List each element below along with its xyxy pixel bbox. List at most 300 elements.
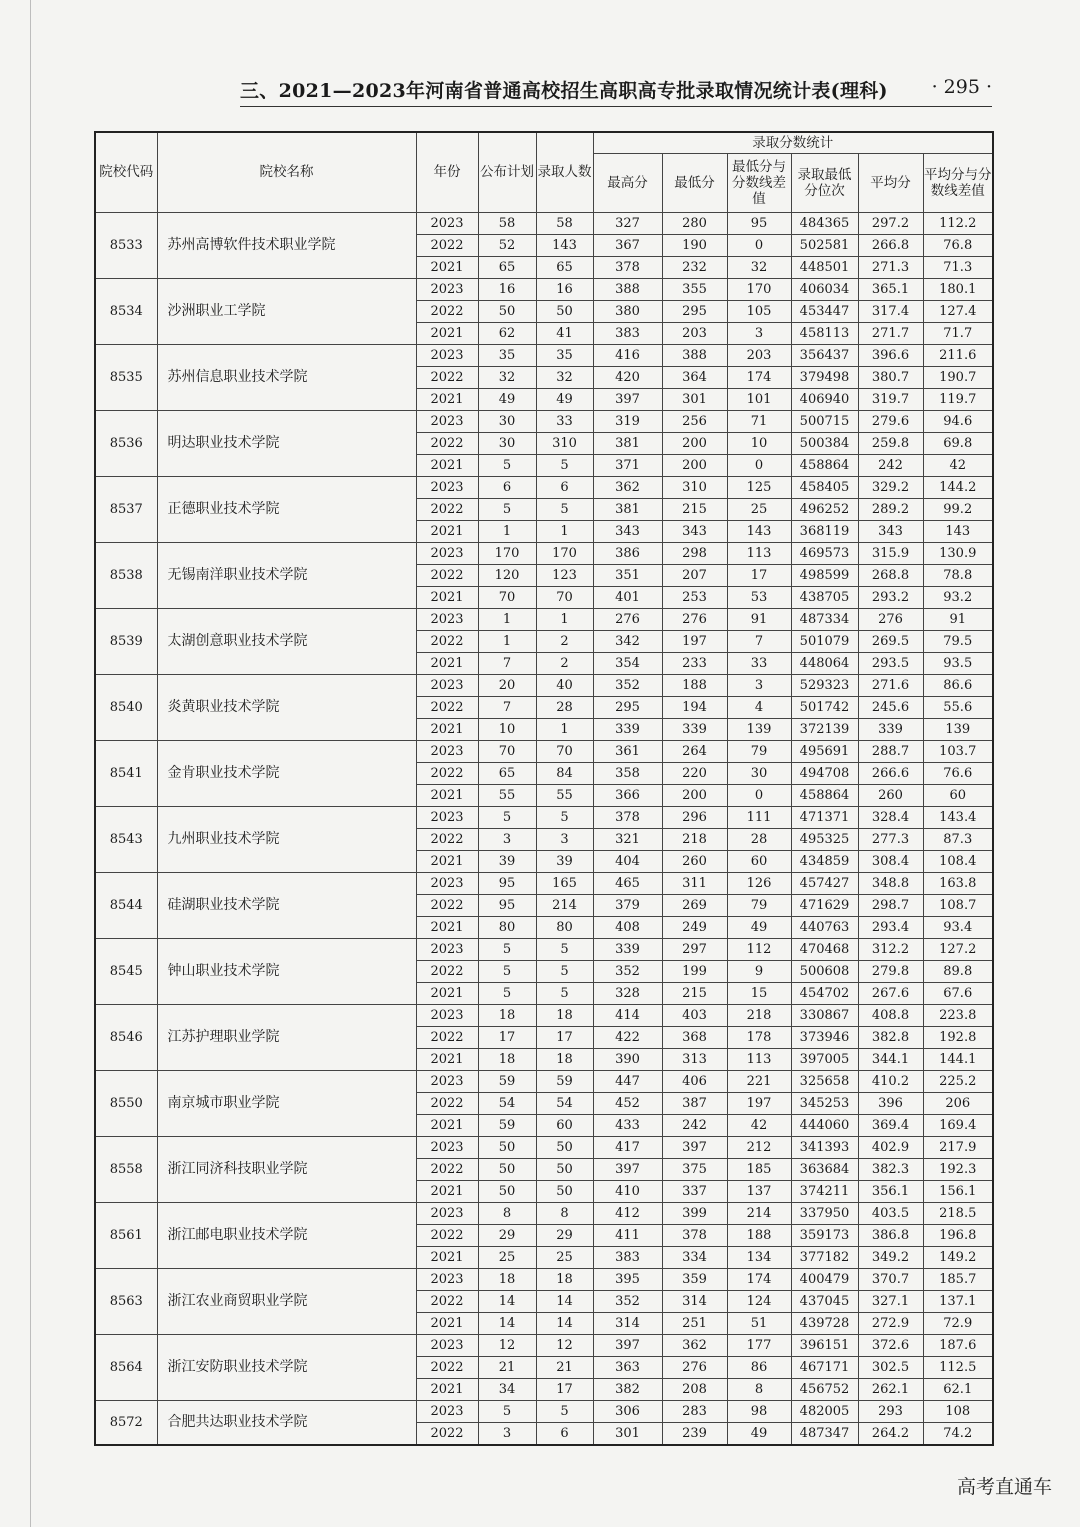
cell-max-score: 382 <box>593 1379 662 1401</box>
cell-plan: 50 <box>478 1181 536 1203</box>
cell-min-diff: 134 <box>727 1247 791 1269</box>
cell-avg-diff: 108 <box>923 1401 993 1423</box>
cell-year: 2023 <box>416 477 478 499</box>
col-header-year: 年份 <box>416 132 478 213</box>
col-header-code: 院校代码 <box>95 132 157 213</box>
cell-min-rank: 454702 <box>791 983 858 1005</box>
cell-avg-diff: 225.2 <box>923 1071 993 1093</box>
cell-max-score: 319 <box>593 411 662 433</box>
cell-admitted: 12 <box>536 1335 593 1357</box>
cell-avg-score: 271.6 <box>858 675 923 697</box>
cell-min-rank: 379498 <box>791 367 858 389</box>
cell-min-rank: 453447 <box>791 301 858 323</box>
table-row <box>95 213 993 235</box>
cell-admitted: 18 <box>536 1049 593 1071</box>
cell-year: 2023 <box>416 1137 478 1159</box>
cell-avg-diff: 112.2 <box>923 213 993 235</box>
school-name: 钟山职业技术学院 <box>157 939 416 1005</box>
cell-avg-diff: 217.9 <box>923 1137 993 1159</box>
cell-year: 2023 <box>416 1401 478 1423</box>
cell-plan: 30 <box>478 433 536 455</box>
cell-year: 2021 <box>416 983 478 1005</box>
cell-avg-score: 369.4 <box>858 1115 923 1137</box>
cell-min-rank: 440763 <box>791 917 858 939</box>
cell-plan: 5 <box>478 961 536 983</box>
cell-min-rank: 373946 <box>791 1027 858 1049</box>
cell-min-score: 215 <box>662 499 727 521</box>
cell-plan: 170 <box>478 543 536 565</box>
header-rule <box>240 106 992 107</box>
cell-max-score: 295 <box>593 697 662 719</box>
cell-min-diff: 32 <box>727 257 791 279</box>
cell-avg-diff: 206 <box>923 1093 993 1115</box>
cell-max-score: 388 <box>593 279 662 301</box>
cell-min-rank: 448064 <box>791 653 858 675</box>
cell-min-score: 203 <box>662 323 727 345</box>
school-code: 8544 <box>95 873 157 939</box>
cell-min-diff: 197 <box>727 1093 791 1115</box>
cell-year: 2023 <box>416 213 478 235</box>
col-header-avg-diff: 平均分与分数线差值 <box>923 154 993 213</box>
page-title: 三、2021—2023年河南省普通高校招生高职高专批录取情况统计表(理科) <box>240 80 888 102</box>
cell-min-diff: 185 <box>727 1159 791 1181</box>
table-row <box>95 543 993 565</box>
cell-admitted: 8 <box>536 1203 593 1225</box>
cell-admitted: 50 <box>536 301 593 323</box>
cell-min-score: 368 <box>662 1027 727 1049</box>
cell-max-score: 380 <box>593 301 662 323</box>
cell-avg-score: 319.7 <box>858 389 923 411</box>
cell-min-score: 251 <box>662 1313 727 1335</box>
cell-max-score: 410 <box>593 1181 662 1203</box>
cell-min-score: 375 <box>662 1159 727 1181</box>
cell-plan: 70 <box>478 741 536 763</box>
cell-admitted: 3 <box>536 829 593 851</box>
cell-admitted: 32 <box>536 367 593 389</box>
cell-min-score: 339 <box>662 719 727 741</box>
cell-min-rank: 345253 <box>791 1093 858 1115</box>
cell-max-score: 363 <box>593 1357 662 1379</box>
cell-max-score: 276 <box>593 609 662 631</box>
cell-min-rank: 372139 <box>791 719 858 741</box>
cell-min-rank: 406940 <box>791 389 858 411</box>
cell-min-score: 200 <box>662 785 727 807</box>
cell-avg-score: 279.6 <box>858 411 923 433</box>
cell-min-diff: 105 <box>727 301 791 323</box>
cell-avg-score: 380.7 <box>858 367 923 389</box>
cell-max-score: 306 <box>593 1401 662 1423</box>
cell-avg-diff: 93.4 <box>923 917 993 939</box>
cell-max-score: 404 <box>593 851 662 873</box>
school-name: 浙江同济科技职业学院 <box>157 1137 416 1203</box>
cell-admitted: 6 <box>536 477 593 499</box>
cell-min-diff: 177 <box>727 1335 791 1357</box>
cell-avg-diff: 223.8 <box>923 1005 993 1027</box>
cell-min-diff: 33 <box>727 653 791 675</box>
cell-min-diff: 174 <box>727 367 791 389</box>
col-header-score-group: 录取分数统计 <box>593 132 993 154</box>
cell-min-score: 264 <box>662 741 727 763</box>
cell-admitted: 41 <box>536 323 593 345</box>
cell-avg-diff: 180.1 <box>923 279 993 301</box>
cell-avg-diff: 60 <box>923 785 993 807</box>
cell-min-rank: 502581 <box>791 235 858 257</box>
cell-plan: 8 <box>478 1203 536 1225</box>
school-code: 8558 <box>95 1137 157 1203</box>
cell-min-rank: 487334 <box>791 609 858 631</box>
cell-min-diff: 101 <box>727 389 791 411</box>
cell-min-rank: 374211 <box>791 1181 858 1203</box>
cell-plan: 5 <box>478 983 536 1005</box>
cell-min-score: 388 <box>662 345 727 367</box>
cell-min-score: 280 <box>662 213 727 235</box>
cell-year: 2022 <box>416 697 478 719</box>
school-name: 苏州信息职业技术学院 <box>157 345 416 411</box>
cell-min-rank: 330867 <box>791 1005 858 1027</box>
cell-year: 2022 <box>416 367 478 389</box>
cell-max-score: 301 <box>593 1423 662 1446</box>
cell-min-diff: 79 <box>727 741 791 763</box>
cell-min-score: 269 <box>662 895 727 917</box>
cell-min-score: 359 <box>662 1269 727 1291</box>
cell-max-score: 343 <box>593 521 662 543</box>
cell-min-score: 310 <box>662 477 727 499</box>
cell-admitted: 58 <box>536 213 593 235</box>
cell-avg-diff: 143 <box>923 521 993 543</box>
cell-year: 2021 <box>416 851 478 873</box>
cell-avg-score: 365.1 <box>858 279 923 301</box>
cell-year: 2023 <box>416 1335 478 1357</box>
cell-min-score: 298 <box>662 543 727 565</box>
cell-min-score: 355 <box>662 279 727 301</box>
cell-min-diff: 60 <box>727 851 791 873</box>
cell-admitted: 70 <box>536 587 593 609</box>
cell-plan: 18 <box>478 1269 536 1291</box>
cell-min-score: 406 <box>662 1071 727 1093</box>
cell-min-rank: 471371 <box>791 807 858 829</box>
cell-min-diff: 126 <box>727 873 791 895</box>
cell-min-score: 295 <box>662 301 727 323</box>
cell-min-diff: 0 <box>727 235 791 257</box>
cell-avg-diff: 119.7 <box>923 389 993 411</box>
cell-min-score: 242 <box>662 1115 727 1137</box>
cell-year: 2021 <box>416 785 478 807</box>
cell-min-score: 208 <box>662 1379 727 1401</box>
cell-max-score: 452 <box>593 1093 662 1115</box>
cell-avg-diff: 144.1 <box>923 1049 993 1071</box>
cell-admitted: 2 <box>536 653 593 675</box>
cell-year: 2021 <box>416 257 478 279</box>
cell-min-rank: 337950 <box>791 1203 858 1225</box>
cell-admitted: 5 <box>536 499 593 521</box>
cell-min-rank: 377182 <box>791 1247 858 1269</box>
header-row <box>95 132 993 154</box>
cell-year: 2022 <box>416 1423 478 1446</box>
cell-year: 2021 <box>416 1313 478 1335</box>
cell-min-score: 343 <box>662 521 727 543</box>
cell-min-diff: 113 <box>727 543 791 565</box>
cell-plan: 54 <box>478 1093 536 1115</box>
cell-max-score: 395 <box>593 1269 662 1291</box>
cell-year: 2021 <box>416 1115 478 1137</box>
cell-plan: 1 <box>478 631 536 653</box>
cell-min-rank: 325658 <box>791 1071 858 1093</box>
cell-plan: 7 <box>478 653 536 675</box>
cell-min-rank: 457427 <box>791 873 858 895</box>
cell-min-rank: 439728 <box>791 1313 858 1335</box>
cell-avg-score: 408.8 <box>858 1005 923 1027</box>
cell-avg-diff: 71.7 <box>923 323 993 345</box>
cell-admitted: 21 <box>536 1357 593 1379</box>
cell-min-score: 253 <box>662 587 727 609</box>
cell-plan: 55 <box>478 785 536 807</box>
cell-plan: 59 <box>478 1115 536 1137</box>
cell-max-score: 362 <box>593 477 662 499</box>
school-code: 8538 <box>95 543 157 609</box>
cell-plan: 65 <box>478 257 536 279</box>
cell-min-score: 387 <box>662 1093 727 1115</box>
cell-avg-diff: 108.4 <box>923 851 993 873</box>
cell-year: 2023 <box>416 543 478 565</box>
cell-max-score: 465 <box>593 873 662 895</box>
table-row <box>95 675 993 697</box>
cell-avg-score: 271.7 <box>858 323 923 345</box>
cell-max-score: 367 <box>593 235 662 257</box>
cell-admitted: 39 <box>536 851 593 873</box>
cell-admitted: 310 <box>536 433 593 455</box>
cell-min-rank: 494708 <box>791 763 858 785</box>
cell-min-rank: 471629 <box>791 895 858 917</box>
cell-min-rank: 498599 <box>791 565 858 587</box>
col-header-admitted: 录取人数 <box>536 132 593 213</box>
cell-plan: 20 <box>478 675 536 697</box>
cell-avg-diff: 169.4 <box>923 1115 993 1137</box>
cell-avg-diff: 185.7 <box>923 1269 993 1291</box>
cell-admitted: 214 <box>536 895 593 917</box>
cell-avg-score: 348.8 <box>858 873 923 895</box>
cell-avg-diff: 72.9 <box>923 1313 993 1335</box>
cell-avg-score: 262.1 <box>858 1379 923 1401</box>
cell-avg-score: 308.4 <box>858 851 923 873</box>
school-name: 正德职业技术学院 <box>157 477 416 543</box>
cell-min-diff: 10 <box>727 433 791 455</box>
cell-min-diff: 212 <box>727 1137 791 1159</box>
cell-min-diff: 4 <box>727 697 791 719</box>
cell-min-score: 190 <box>662 235 727 257</box>
cell-avg-score: 370.7 <box>858 1269 923 1291</box>
cell-admitted: 5 <box>536 983 593 1005</box>
cell-max-score: 381 <box>593 433 662 455</box>
cell-avg-diff: 91 <box>923 609 993 631</box>
cell-year: 2023 <box>416 279 478 301</box>
school-name: 浙江农业商贸职业学院 <box>157 1269 416 1335</box>
cell-admitted: 14 <box>536 1313 593 1335</box>
cell-max-score: 416 <box>593 345 662 367</box>
cell-admitted: 18 <box>536 1005 593 1027</box>
cell-plan: 6 <box>478 477 536 499</box>
cell-max-score: 321 <box>593 829 662 851</box>
cell-min-diff: 0 <box>727 455 791 477</box>
cell-min-diff: 3 <box>727 675 791 697</box>
cell-min-rank: 356437 <box>791 345 858 367</box>
cell-min-score: 239 <box>662 1423 727 1446</box>
cell-plan: 29 <box>478 1225 536 1247</box>
school-code: 8545 <box>95 939 157 1005</box>
cell-min-score: 200 <box>662 433 727 455</box>
cell-min-score: 197 <box>662 631 727 653</box>
cell-min-rank: 495691 <box>791 741 858 763</box>
cell-min-rank: 500608 <box>791 961 858 983</box>
cell-admitted: 60 <box>536 1115 593 1137</box>
cell-max-score: 352 <box>593 961 662 983</box>
cell-avg-diff: 67.6 <box>923 983 993 1005</box>
cell-min-score: 403 <box>662 1005 727 1027</box>
cell-min-score: 256 <box>662 411 727 433</box>
cell-plan: 5 <box>478 807 536 829</box>
cell-avg-score: 279.8 <box>858 961 923 983</box>
cell-min-rank: 444060 <box>791 1115 858 1137</box>
cell-min-rank: 458113 <box>791 323 858 345</box>
cell-max-score: 401 <box>593 587 662 609</box>
cell-admitted: 50 <box>536 1137 593 1159</box>
cell-max-score: 339 <box>593 719 662 741</box>
cell-min-rank: 341393 <box>791 1137 858 1159</box>
cell-avg-diff: 130.9 <box>923 543 993 565</box>
school-code: 8561 <box>95 1203 157 1269</box>
school-name: 苏州高博软件技术职业学院 <box>157 213 416 279</box>
school-code: 8539 <box>95 609 157 675</box>
cell-min-rank: 400479 <box>791 1269 858 1291</box>
cell-avg-score: 260 <box>858 785 923 807</box>
school-name: 浙江邮电职业技术学院 <box>157 1203 416 1269</box>
school-name: 硅湖职业技术学院 <box>157 873 416 939</box>
cell-avg-score: 312.2 <box>858 939 923 961</box>
school-code: 8541 <box>95 741 157 807</box>
cell-min-diff: 8 <box>727 1379 791 1401</box>
cell-year: 2023 <box>416 1005 478 1027</box>
cell-min-diff: 91 <box>727 609 791 631</box>
cell-max-score: 366 <box>593 785 662 807</box>
cell-min-rank: 438705 <box>791 587 858 609</box>
col-header-min-rank: 录取最低分位次 <box>791 154 858 213</box>
cell-year: 2021 <box>416 1181 478 1203</box>
col-header-avg: 平均分 <box>858 154 923 213</box>
cell-min-diff: 170 <box>727 279 791 301</box>
cell-plan: 25 <box>478 1247 536 1269</box>
cell-min-score: 314 <box>662 1291 727 1313</box>
cell-max-score: 422 <box>593 1027 662 1049</box>
cell-year: 2021 <box>416 719 478 741</box>
school-code: 8546 <box>95 1005 157 1071</box>
cell-max-score: 383 <box>593 323 662 345</box>
school-name: 炎黄职业技术学院 <box>157 675 416 741</box>
cell-avg-diff: 143.4 <box>923 807 993 829</box>
cell-avg-score: 339 <box>858 719 923 741</box>
school-name: 明达职业技术学院 <box>157 411 416 477</box>
cell-avg-diff: 103.7 <box>923 741 993 763</box>
cell-plan: 32 <box>478 367 536 389</box>
cell-min-score: 194 <box>662 697 727 719</box>
table-row <box>95 345 993 367</box>
cell-admitted: 59 <box>536 1071 593 1093</box>
school-name: 沙洲职业工学院 <box>157 279 416 345</box>
cell-min-diff: 139 <box>727 719 791 741</box>
cell-admitted: 84 <box>536 763 593 785</box>
cell-year: 2022 <box>416 1225 478 1247</box>
cell-admitted: 17 <box>536 1379 593 1401</box>
cell-admitted: 17 <box>536 1027 593 1049</box>
cell-avg-diff: 211.6 <box>923 345 993 367</box>
cell-year: 2022 <box>416 301 478 323</box>
cell-avg-score: 302.5 <box>858 1357 923 1379</box>
cell-admitted: 33 <box>536 411 593 433</box>
cell-plan: 65 <box>478 763 536 785</box>
cell-admitted: 50 <box>536 1181 593 1203</box>
cell-min-diff: 71 <box>727 411 791 433</box>
cell-avg-diff: 86.6 <box>923 675 993 697</box>
cell-max-score: 314 <box>593 1313 662 1335</box>
cell-min-score: 301 <box>662 389 727 411</box>
cell-min-rank: 484365 <box>791 213 858 235</box>
cell-min-diff: 3 <box>727 323 791 345</box>
cell-min-rank: 500384 <box>791 433 858 455</box>
cell-max-score: 408 <box>593 917 662 939</box>
cell-min-score: 283 <box>662 1401 727 1423</box>
cell-plan: 50 <box>478 1137 536 1159</box>
cell-avg-score: 386.8 <box>858 1225 923 1247</box>
cell-admitted: 25 <box>536 1247 593 1269</box>
cell-min-diff: 178 <box>727 1027 791 1049</box>
cell-year: 2023 <box>416 939 478 961</box>
cell-avg-score: 264.2 <box>858 1423 923 1446</box>
cell-min-diff: 0 <box>727 785 791 807</box>
cell-admitted: 1 <box>536 609 593 631</box>
cell-plan: 95 <box>478 895 536 917</box>
table-row <box>95 609 993 631</box>
cell-min-rank: 467171 <box>791 1357 858 1379</box>
table-row <box>95 1335 993 1357</box>
cell-min-score: 313 <box>662 1049 727 1071</box>
school-name: 合肥共达职业技术学院 <box>157 1401 416 1446</box>
cell-admitted: 49 <box>536 389 593 411</box>
cell-min-diff: 221 <box>727 1071 791 1093</box>
footer-watermark: 高考直通车 <box>956 1476 1052 1498</box>
cell-avg-score: 327.1 <box>858 1291 923 1313</box>
cell-min-rank: 458864 <box>791 455 858 477</box>
cell-max-score: 381 <box>593 499 662 521</box>
cell-min-diff: 137 <box>727 1181 791 1203</box>
cell-plan: 5 <box>478 939 536 961</box>
school-code: 8564 <box>95 1335 157 1401</box>
cell-min-diff: 49 <box>727 917 791 939</box>
cell-year: 2022 <box>416 433 478 455</box>
cell-plan: 5 <box>478 1401 536 1423</box>
cell-year: 2022 <box>416 1357 478 1379</box>
cell-avg-diff: 74.2 <box>923 1423 993 1446</box>
cell-avg-score: 293.4 <box>858 917 923 939</box>
cell-max-score: 378 <box>593 807 662 829</box>
cell-min-score: 311 <box>662 873 727 895</box>
cell-year: 2022 <box>416 961 478 983</box>
cell-year: 2022 <box>416 1159 478 1181</box>
cell-min-score: 207 <box>662 565 727 587</box>
cell-min-rank: 397005 <box>791 1049 858 1071</box>
cell-min-diff: 112 <box>727 939 791 961</box>
cell-admitted: 1 <box>536 719 593 741</box>
table-row <box>95 477 993 499</box>
cell-min-score: 233 <box>662 653 727 675</box>
cell-max-score: 433 <box>593 1115 662 1137</box>
